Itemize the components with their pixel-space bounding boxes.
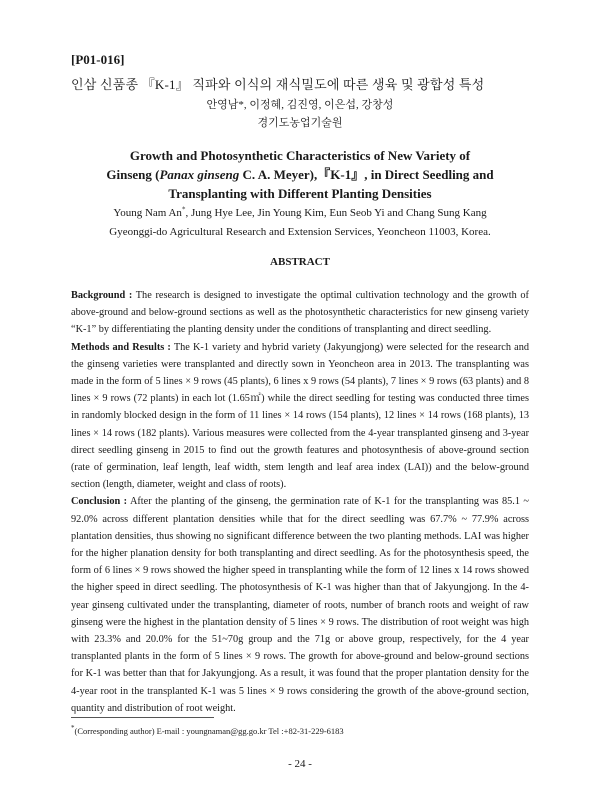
korean-affiliation: 경기도농업기술원	[257, 117, 343, 129]
footnote-text: (Corresponding author) E-mail : youngnaman@gg.go.kr Tel :+82-31-229-6183	[74, 726, 344, 736]
corresponding-mark: *	[181, 205, 186, 214]
methods-text: The K-1 variety and hybrid variety (Jakyungjong) were selected for the research and the ginseng varieties were transplanted and directly sown in Yeoncheon area in 2013. The transplanting was made in the form of 5 lines × 9 rows (45 plants), 6 lines x 9 rows (54 plants), 7 lines × 9 rows (63 plants) and 8 lines × 9 rows (72 plants) in each lot (1.65㎡) while the direct seedling for testing was conducted three times in randomly blocked design in the form of 11 lines × 14 rows (154 plants), 12 lines × 14 rows (168 plants), 13 lines × 14 rows (182 plants). Various measures were collected from the 4-year transplanted ginseng and 3-year direct seedling ginseng in 2015 to find out the growth features and photosynthesis of above-ground section (rate of germination, leaf length, leaf width, stem length and leaf area index (LAI)) and the below-ground section (length, diameter, weight and class of roots).	[71, 341, 529, 491]
species-name: Panax ginseng	[159, 167, 240, 182]
korean-title: 인삼 신품종 『K-1』 직파와 이식의 재식밀도에 따른 생육 및 광합성 특성	[71, 77, 485, 92]
methods-label: Methods and Results :	[71, 341, 171, 353]
english-title-line1: Growth and Photosynthetic Characteristics of New Variety of	[129, 148, 471, 163]
english-title-line2	[90, 165, 510, 184]
other-authors: , Jung Hye Lee, Jin Young Kim, Eun Seob Yi and Chang Sung Kang	[185, 207, 487, 219]
page-number: - 24 -	[288, 758, 312, 770]
english-title-line3: Transplanting with Different Planting Densities	[168, 186, 432, 201]
english-affiliation: Gyeonggi-do Agricultural Research and Extension Services, Yeoncheon 11003, Korea.	[109, 226, 491, 238]
english-title-line2-b: C. A. Meyer),『K-1』, in Direct Seedling and	[239, 167, 494, 182]
abstract-heading: ABSTRACT	[270, 256, 330, 268]
english-authors	[0, 207, 600, 219]
footnote-divider	[71, 717, 214, 718]
abstract-body	[71, 287, 529, 717]
korean-authors: 안영남*, 이정혜, 김진영, 이은섭, 강창성	[206, 99, 394, 111]
background-paragraph	[71, 287, 529, 339]
conclusion-text: After the planting of the ginseng, the germination rate of K-1 for the transplanting was 85.1 ~ 92.0% across different plantation densities while that for the direct seedling was 67.7% ~ 77.9% across plantation densities, thus showing no significant difference between the two planting methods. LAI was higher for the higher planation density for both transplanting and direct seedling. As for the photosynthesis speed, the form of 6 lines × 9 rows showed the higher speed in transplanting while the form of 12 lines x 14 rows showed the higher speed in direct seedling. The photosynthesis of K-1 was higher than that of Jakyungjong. In the 4-year ginseng cultivated under the transplanting, diameter of roots, number of branch roots and weight of raw ginseng were the highest in the plantation density of 5 lines × 9 rows. The distribution of root weight was high with 23.3% and 20.0% for the 51~70g group and the 71g or above group, respectively, for the 4 year transplanted plants in the form of 5 lines × 9 rows. The growth for above-ground and below-ground sections for K-1 was better than that for Jakyungjong. As a result, it was found that the proper plantation density for the 4-year root in the transplanted K-1 was 5 lines × 9 rows considering the growth of the above-ground section, quantity and distribution of root weight.	[71, 496, 529, 714]
abstract-code: [P01-016]	[71, 52, 125, 67]
conclusion-label: Conclusion :	[71, 496, 128, 508]
conclusion-paragraph	[71, 493, 529, 717]
background-text: The research is designed to investigate the optimal cultivation technology and the growth of above-ground and below-ground sections as well as the photosynthetic characteristics for new ginseng variety “K-1” by differentiating the planting density under the conditions of transplanting and direct seedling.	[71, 290, 529, 336]
english-title	[90, 146, 510, 203]
footnote-mark: *	[71, 724, 75, 733]
english-title-line2-a: Ginseng (	[106, 167, 160, 182]
background-label: Background :	[71, 290, 133, 301]
footnote	[71, 726, 344, 736]
first-author: Young Nam An	[113, 207, 182, 219]
methods-paragraph	[71, 339, 529, 494]
